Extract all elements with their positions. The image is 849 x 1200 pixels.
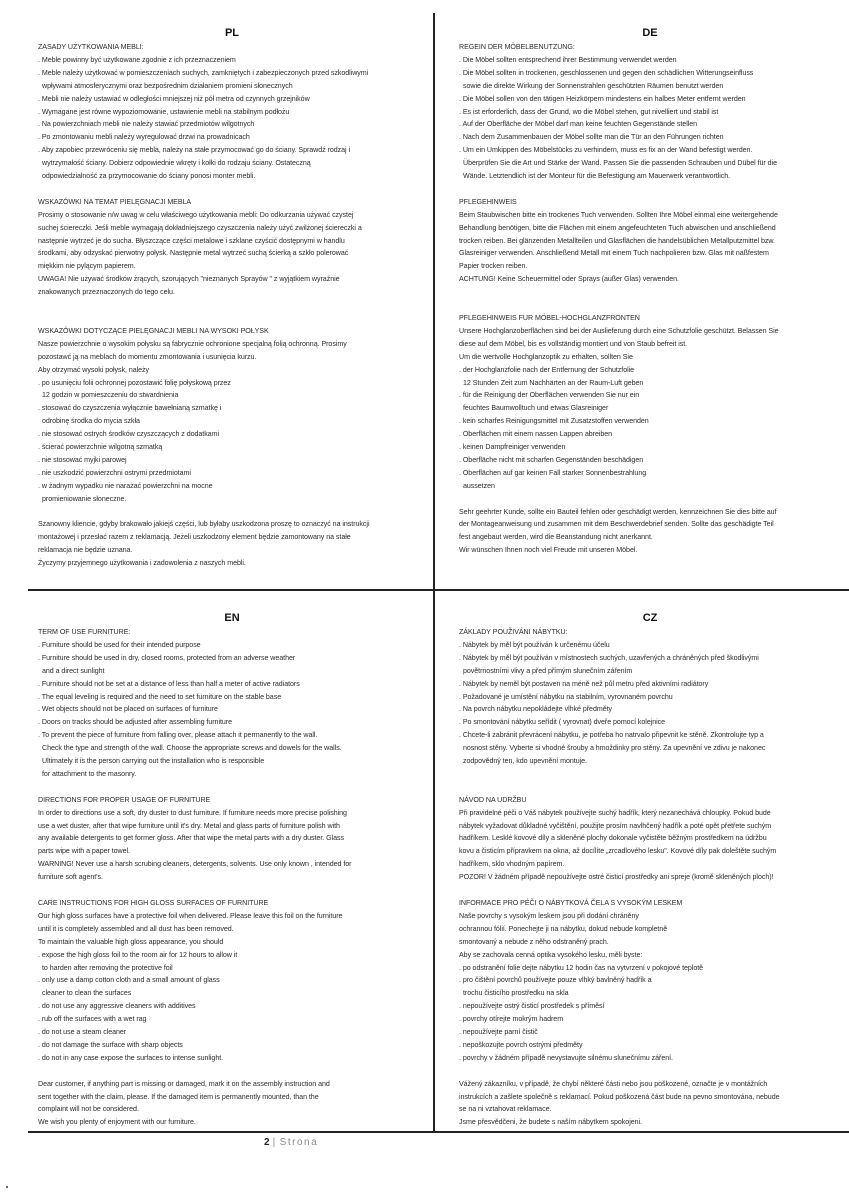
text-line: We wish you plenty of enjoyment with our furniture.	[38, 1118, 196, 1127]
section-heading: TERM OF USE FURNITURE:	[38, 628, 131, 636]
text-line: trocken reiben. Bei glänzenden Metallteilen und Glasflächen die handelsüblichen Metallputzmittel bzw.	[459, 236, 775, 245]
text-line: hadříkem, sklo vhodným papírem.	[459, 860, 565, 869]
section-heading: WSKAZÓWKI NA TEMAT PIELĘGNACJI MEBLA	[38, 197, 192, 206]
text-line: Jsme přesvědčeni, že budete s naším nábytkem spokojeni.	[459, 1118, 642, 1127]
text-line: se na ni vztahovat reklamace.	[459, 1105, 552, 1114]
text-line: . Um ein Umkippen des Möbelstücks zu verhindern, muss es fix an der Wand befestigt werden.	[459, 146, 753, 155]
text-line: wpływami atmosferycznymi oraz bezpośrednim działaniem promieni słonecznych	[42, 81, 293, 90]
section-spacer	[38, 884, 434, 897]
text-line: . Oberfläche nicht mit scharfen Gegenständen beschädigen	[459, 455, 644, 464]
text-line: . Wet objects should not be placed on surfaces of furniture	[38, 705, 218, 714]
text-line: for attachment to the masonry.	[42, 769, 137, 778]
section-spacer	[38, 1065, 434, 1078]
horizontal-divider-middle	[28, 589, 849, 591]
section-1	[459, 626, 849, 768]
text-line: . Furniture should be used in dry, closed rooms, protected from an adverse weather	[38, 653, 296, 662]
section-1	[38, 626, 434, 781]
text-line: . Na powierzchniach mebli nie należy stawiać przedmiotów wilgotnych	[38, 120, 255, 129]
text-line: . expose the high gloss foil to the room air for 12 hours to allow it	[38, 950, 238, 959]
text-line: . only use a damp cotton cloth and a small amount of glass	[38, 976, 220, 985]
text-line: odrobinę środka do mycia szkła	[42, 417, 140, 426]
text-line: use a wet duster, after that wipe furniture until it's dry. Metal and glass parts of furniture polish with	[38, 821, 340, 830]
text-line: . keinen Dampfreiniger verwenden	[459, 443, 566, 452]
text-line: . Nach dem Zusammenbauen der Möbel sollte man die Tür an den Führungen richten	[459, 133, 724, 142]
text-line: 12 godzin w pomieszczeniu do stwardnienia	[42, 391, 179, 400]
text-line: . stosować do czyszczenia wyłącznie bawełnianą szmatkę i	[38, 404, 222, 413]
text-line: . Die Möbel sollten entsprechend ihrer Bestimmung verwendet werden	[459, 55, 677, 64]
text-line: Życzymy przyjemnego użytkowania i zadowolenia z naszych mebli.	[38, 559, 246, 568]
section-spacer	[38, 781, 434, 794]
text-line: . do not use any aggressive cleaners with additives	[38, 1002, 196, 1011]
text-line: Unsere Hochglanzoberflächen sind bei der Auslieferung durch eine Schutzfolie geschützt. Belassen Sie	[459, 326, 779, 335]
quadrant-en	[38, 611, 434, 1129]
text-line: . Furniture should not be set at a distance of less than half a meter of active radiators	[38, 679, 300, 688]
text-line: cleaner to clean the surfaces	[42, 989, 132, 998]
text-line: Check the type and strength of the wall. Choose the appropriate screws and dowels for the walls.	[42, 744, 342, 753]
text-line: miękkim nie pylącym papierem.	[38, 262, 136, 271]
text-line: środkami, aby odzyskać pierwotny połysk. Następnie metal wytrzeć suchą ścierką a szkło polerować	[38, 249, 349, 258]
text-line: . do not damage the surface with sharp objects	[38, 1040, 183, 1049]
text-line: UWAGA! Nie używać środków żrących, szorujących "nieznanych Sprayów " z wyjątkiem wyraźnie	[38, 275, 340, 284]
text-line: Nasze powierzchnie o wysokim połysku są fabrycznie ochronione specjalną folią ochronną. Prosimy	[38, 339, 347, 348]
text-line: smontovaný a nebude z něho odstraněný prach.	[459, 937, 609, 946]
text-line: . Doors on tracks should be adjusted after assembling furniture	[38, 718, 233, 727]
text-line: Sehr geehrter Kunde, sollte ein Bauteil fehlen oder geschädigt werden, kennzeichnen Sie dies bitte auf	[459, 507, 777, 516]
text-line: . nepoškozujte povrch ostrými předměty	[459, 1040, 583, 1049]
text-line: . nie uszkodzić powierzchni ostrymi przedmiotami	[38, 468, 191, 477]
text-line: parts wipe with a paper towel.	[38, 847, 130, 856]
section-3	[38, 897, 434, 1065]
text-line: Beim Staubwischen bitte ein trockenes Tuch verwenden. Sollten Ihre Möbel einmal eine weitergehende	[459, 210, 778, 219]
text-line: der Montageanweisung und zusammen mit dem Beschwerdebrief senden. Sollte das geschädigte Teil	[459, 520, 774, 529]
text-line: . nie stosować ostrych środków czyszczących z dodatkami	[38, 430, 219, 439]
text-line: fest angebaut werden, wird die Beanstandung nicht anerkannt.	[459, 533, 653, 542]
page-number: 2	[264, 1137, 270, 1148]
text-line: . Meble powinny być użytkowane zgodnie z ich przeznaczeniem	[38, 55, 236, 64]
text-line: trochu čisticího prostředku na skla	[463, 989, 569, 998]
text-line: . Mebli nie należy ustawiać w odległości mniejszej niż pół metra od czynnych grzejników	[38, 94, 310, 103]
text-line: feuchtes Baumwolltuch und etwas Glasreiniger	[463, 404, 609, 413]
text-line: POZOR! V žádném případě nepoužívejte ostré čisticí prostředky ani spreje (kromě skleněných ploch)!	[459, 873, 774, 882]
text-line: ochrannou fólií. Ponechejte ji na nábytku, dokud nebude kompletně	[459, 924, 668, 933]
text-line: Überprüfen Sie die Art und Stärke der Wand. Passen Sie die passenden Schrauben und Dübel für die	[463, 159, 777, 168]
text-line: 12 Stunden Zeit zum Nachhärten an der Raum-Luft geben	[463, 378, 644, 387]
text-line: . pro čištění povrchů používejte pouze vlhký bavlněný hadřík a	[459, 976, 652, 985]
footer-separator: |	[272, 1137, 277, 1148]
text-line: . Požadované je umístění nábytku na stabilním, vyrovnaném povrchu	[459, 692, 673, 701]
section-heading: CARE INSTRUCTIONS FOR HIGH GLOSS SURFACES OF FURNITURE	[38, 899, 269, 907]
section-spacer	[459, 286, 849, 312]
section-spacer	[38, 183, 434, 196]
text-line: hadříkem. Lesklé kovové díly a skleněné plochy dokonale vyčistěte běžným prostředkem na údržbu	[459, 834, 767, 843]
text-line: sowie die direkte Wirkung der Sonnenstrahlen geschützten Räumen benutzt werden	[463, 81, 724, 90]
text-line: . w żadnym wypadku nie narażać powierzchni na mocne	[38, 481, 213, 490]
text-line: . povrchy otírejte mokrým hadrem	[459, 1015, 564, 1024]
text-line: . rub off the surfaces with a wet rag	[38, 1015, 147, 1024]
text-line: . kein scharfes Reinigungsmittel mit Zusatzstoffen verwenden	[459, 417, 649, 426]
text-line: Our high gloss surfaces have a protective foil when delivered. Please leave this foil on the furniture	[38, 911, 343, 920]
section-spacer	[38, 299, 434, 325]
section-spacer	[459, 493, 849, 506]
horizontal-divider-bottom	[28, 1131, 849, 1133]
language-heading: PL	[225, 27, 239, 39]
language-heading: CZ	[642, 612, 658, 624]
section-spacer	[459, 768, 849, 794]
section-2	[38, 794, 434, 884]
text-line: suchej ściereczki. Jeśli meble wymagają dokładniejszego czyszczenia należy użyć zwilżonej ściereczki a	[38, 223, 362, 232]
text-line: Glasreiniger verwenden. Anschließend Metall mit einem Tuch nachpolieren bzw. Glas mit naßfestem	[459, 249, 769, 258]
text-line: . Furniture should be used for their intended purpose	[38, 640, 201, 649]
text-line: . nie stosować myjki parowej	[38, 455, 127, 464]
section-3	[459, 897, 849, 1065]
section-4	[459, 506, 849, 558]
text-line: . Aby zapobiec przewróceniu się mebla, należy na stałe przymocować go do ściany. Sprawdź rodzaj i	[38, 146, 351, 155]
stray-mark	[6, 1186, 8, 1188]
section-heading: REGEIN DER MÖBELBENUTZUNG:	[459, 43, 575, 51]
text-line: Szanowny kliencie, gdyby brakowało jakiejś części, lub byłaby uszkodzona proszę to oznaczyć na instrukcji	[38, 520, 370, 529]
text-line: Ultimately it is the person carrying out the installation who is responsible	[42, 757, 265, 766]
text-line: reklamacja nie będzie uznana.	[38, 546, 133, 555]
text-line: to harden after removing the protective foil	[42, 963, 173, 972]
text-line: . The equal leveling is required and the need to set furniture on the stable base	[38, 692, 282, 701]
text-line: . Wymagane jest równe wypoziomowanie, ustawienie mebli na stabilnym podłożu	[38, 107, 290, 116]
section-heading: NÁVOD NA UDRŽBU	[459, 795, 527, 804]
text-line: nábytek vyžadovat důkladné vyčištění, použijte prosím navlhčený hadřík a poté opět přetřete suchým	[459, 821, 772, 830]
text-line: . Die Möbel sollten in trockenen, geschlossenen und gegen den schädlichen Witterungseinfluss	[459, 68, 754, 77]
text-line: następnie wytrzeć je do sucha. Błyszczące części metalowe i szklane czyścić dostępnymi w handlu	[38, 236, 345, 245]
text-line: . für die Reinigung der Oberflächen verwenden Sie nur ein	[459, 391, 640, 400]
text-line: Prosimy o stosowanie n/w uwag w celu właściwego użytkowania mebli: Do odkurzania używać czystej	[38, 210, 354, 219]
text-line: . nepoužívejte parní čistič	[459, 1028, 538, 1037]
section-2	[38, 196, 434, 299]
text-line: pozostawć ją na meblach do momentu zmontowania i usunięcia kurzu.	[38, 352, 257, 361]
section-heading: PFLEGEHINWEIS	[459, 197, 517, 206]
section-heading: ZASADY UŻYTKOWANIA MEBLI:	[38, 43, 144, 51]
section-3	[38, 325, 434, 506]
section-2	[459, 794, 849, 884]
text-line: and a direct sunlight	[42, 666, 105, 675]
section-heading: INFORMACE PRO PÉČI O NÁBYTKOVÁ ČELA S VYSOKÝM LESKEM	[459, 899, 683, 907]
text-line: . Na povrch nábytku nepokládejte vlhké předměty	[459, 705, 613, 714]
text-line: furniture soft agent's.	[38, 873, 103, 882]
text-line: Behandlung benötigen, bitte die Flächen mit einem angefeuchteten Tuch abwischen und anschließend	[459, 223, 776, 232]
section-heading: DIRECTIONS FOR PROPER USAGE OF FURNITURE	[38, 795, 211, 804]
text-line: Wir wünschen Ihnen noch viel Freude mit unseren Möbel.	[459, 546, 638, 555]
text-line: . Nábytek by neměl být postaven na méně než půl metru před aktivními radiátory	[459, 679, 709, 688]
section-4	[459, 1078, 849, 1130]
text-line: . Meble należy użytkować w pomieszczeniach suchych, zamkniętych i zabezpieczonych przed szkodliwymi	[38, 68, 369, 77]
text-line: Aby otrzymać wysoki połysk, należy	[38, 365, 150, 374]
text-line: Naše povrchy s vysokým leskem jsou při dodání chráněny	[459, 911, 639, 920]
text-line: Papier trocken reiben.	[459, 262, 528, 271]
section-1	[38, 41, 434, 183]
text-line: aussetzen	[463, 481, 495, 490]
text-line: . Nábytek by měl být používán v místnostech suchých, uzavřených a chráněných před škodlivými	[459, 653, 759, 662]
text-line: Aby se zachovala cenná optika vysokého lesku, měli byste:	[459, 950, 643, 959]
text-line: Dear customer, if anything part is missing or damaged, mark it on the assembly instruction and	[38, 1079, 330, 1088]
section-spacer	[459, 1065, 849, 1078]
text-line: montażowej i przesłać razem z reklamacją. Jeżeli uszkodzony element będzie zamontowany na stałe	[38, 533, 351, 542]
section-heading: PFLEGEHINWEIS FUR MÖBEL-HOCHGLANZFRONTEN	[459, 314, 640, 322]
section-spacer	[459, 183, 849, 196]
language-heading: EN	[224, 612, 240, 624]
text-line: . Nábytek by měl být používán k určenému účelu	[459, 640, 610, 649]
text-line: . ścierać powierzchnie wilgotną szmatką	[38, 443, 163, 452]
text-line: until it is completely assembled and all dust has been removed.	[38, 924, 234, 933]
text-line: sent together with the claim, please. If the damaged item is permanently mounted, than the	[38, 1092, 319, 1101]
page-footer	[264, 1137, 318, 1148]
text-line: diese auf dem Möbel, bis es vollständig montiert und von Staub befreit ist.	[459, 339, 688, 348]
quadrant-cz	[459, 611, 849, 1129]
text-line: To maintain the valuable high gloss appearance, you should	[38, 937, 224, 946]
text-line: . Po smontování nábytku seřídit ( vyrovnat) dveře pomocí kolejnice	[459, 718, 666, 727]
text-line: kovu a čisticím přípravkem na okna, až docílíte „zrcadlového lesku". Kovové díly pak doleštěte suchým	[459, 847, 777, 856]
language-heading: DE	[642, 27, 658, 39]
text-line: . do not use a steam cleaner	[38, 1028, 127, 1037]
text-line: any available detergents to get former gloss. After that wipe the metal parts with a dry duster. Glass	[38, 834, 345, 843]
text-line: wytrzymałość ściany. Dobierz odpowiednie wkręty i kołki do rodzaju ściany. Ostateczną	[42, 159, 311, 168]
text-line: . povrchy v žádném případě nevystavujte silnému slunečnímu záření.	[459, 1053, 673, 1062]
section-spacer	[459, 884, 849, 897]
text-line: . Chcete-li zabránit převrácení nábytku, je potřeba ho natrvalo připevnit ke stěně. Zkontrolujte typ a	[459, 731, 764, 740]
text-line: . Oberflächen mit einem nassen Lappen abreiben	[459, 430, 613, 439]
text-line: . nepoužívejte ostrý čisticí prostředek s příměsí	[459, 1002, 605, 1011]
page-word: Strona	[279, 1137, 319, 1148]
text-line: . der Hochglanzfolie nach der Entfernung der Schutzfolie	[459, 365, 635, 374]
quadrant-pl	[38, 26, 434, 570]
text-line: . Die Möbel sollen von den tätigen Heizkörpern mindestens ein halbes Meter entfernt werden	[459, 94, 746, 103]
text-line: In order to directions use a soft, dry duster to dust furniture. If furniture needs more precise polishing	[38, 808, 347, 817]
text-line: Vážený zákazníku, v případě, že chybí některé části nebo jsou poškozené, označte je v montážních	[459, 1079, 768, 1088]
quadrant-de	[459, 26, 849, 557]
section-4	[38, 1078, 434, 1130]
text-line: Wände. Letztendlich ist der Monteur für die Befestigung am Mauerwerk verantwortlich.	[463, 172, 731, 181]
text-line: znakowanych przeznaczonych do tego celu.	[38, 288, 175, 297]
text-line: promieniowanie słoneczne.	[42, 494, 127, 503]
section-heading: WSKAZÓWKI DOTYCZĄCE PIELĘGNACJI MEBLI NA WYSOKI POŁYSK	[38, 326, 269, 335]
text-line: . Oberflächen auf gar keinen Fall starker Sonnenbestrahlung	[459, 468, 647, 477]
section-2	[459, 196, 849, 286]
text-line: . Auf der Oberfläche der Möbel darf man keine feuchten Gegenstände stellen	[459, 120, 698, 129]
text-line: ACHTUNG! Keine Scheuermittel oder Sprays (außer Glas) verwenden.	[459, 275, 679, 284]
text-line: . Po zmontowaniu mebli należy wyregulować drzwi na prowadnicach	[38, 133, 250, 142]
text-line: . po odstranění folie dejte nábytku 12 hodin čas na vytvrzení v pokojové teplotě	[459, 963, 704, 972]
text-line: . Es ist erforderlich, dass der Grund, wo die Möbel stehen, gut nivelliert und stabil ist	[459, 107, 719, 116]
text-line: complaint will not be considered.	[38, 1105, 139, 1114]
text-line: WARNING! Never use a harsh scrubing cleaners, detergents, solvents. Use only known , intended for	[38, 860, 352, 869]
text-line: . do not in any case expose the surfaces to intense sunlight.	[38, 1053, 224, 1062]
section-3	[459, 312, 849, 493]
text-line: povětrnostními vlivy a před přímým slunečním zářením	[463, 666, 633, 675]
section-1	[459, 41, 849, 183]
text-line: nosnost stěny. Vyberte si vhodné šrouby a hmoždinky pro stěny. Za upevnění ve zdivu je nakonec	[463, 744, 766, 753]
section-4	[38, 518, 434, 570]
section-spacer	[38, 506, 434, 519]
text-line: odpowiedzialność za przymocowanie do ściany ponosi monter mebli.	[42, 172, 256, 181]
text-line: . po usunięciu folii ochronnej pozostawić folię połyskową przez	[38, 378, 231, 387]
text-line: . To prevent the piece of furniture from falling over, please attach it permanently to the wall.	[38, 731, 318, 740]
text-line: instrukcích a zašlete společně s reklamací. Pokud poškozená část bude na pevno smontována, nebude	[459, 1092, 780, 1101]
section-heading: ZÁKLADY POUŽIVÁNI NÁBYTKU:	[459, 628, 568, 636]
text-line: zodpovědný ten, kdo upevnění montuje.	[463, 757, 587, 766]
text-line: Při pravidelné péči o Váš nábytek používejte suchý hadřík, který nezanechává chloupky. Pokud bude	[459, 808, 771, 817]
text-line: Um die wertvolle Hochglanzoptik zu erhalten, sollten Sie	[459, 352, 633, 361]
